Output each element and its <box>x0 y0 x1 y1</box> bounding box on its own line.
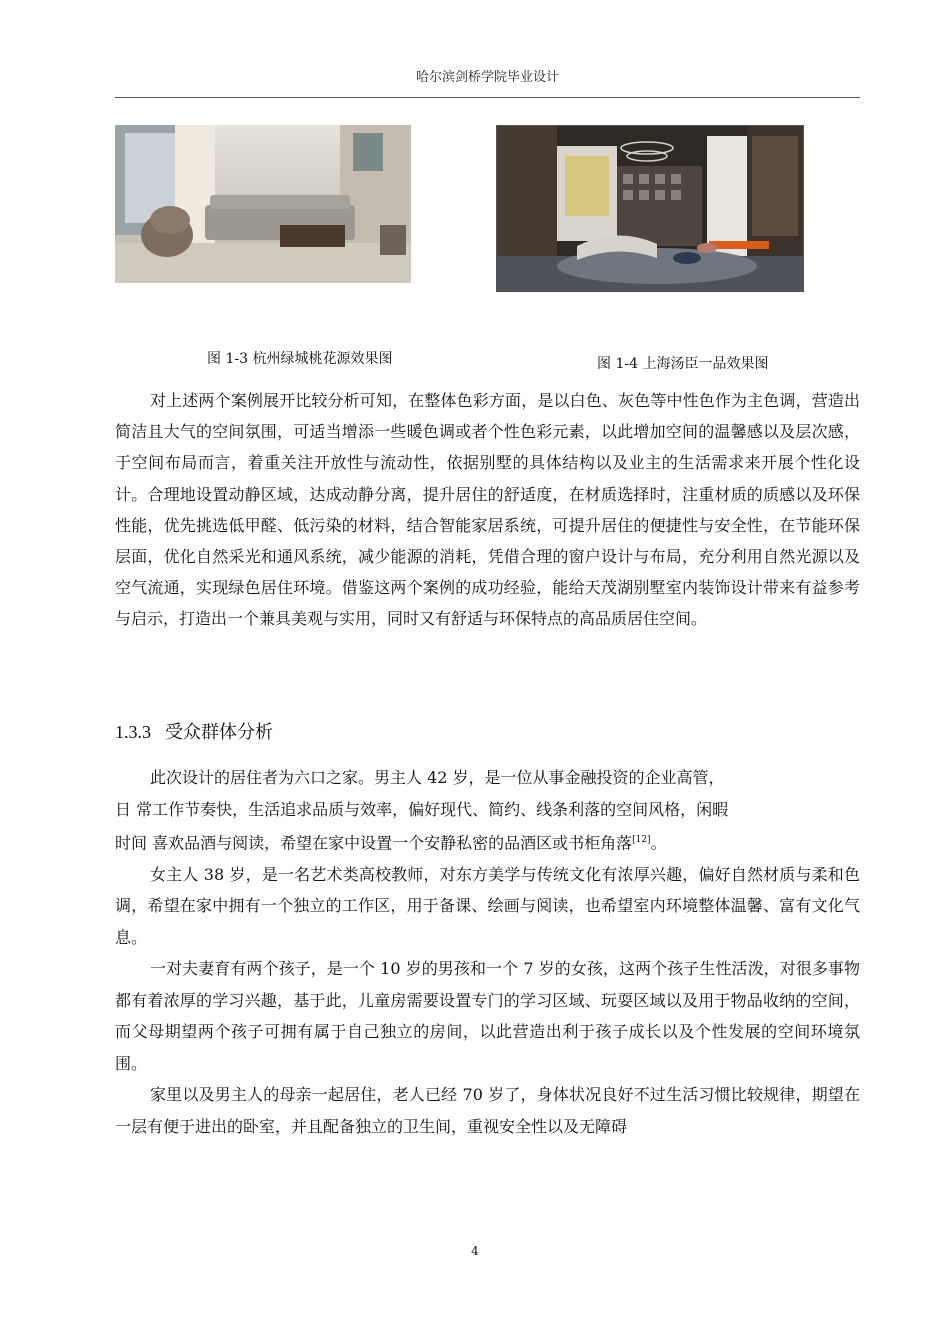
paragraph-line <box>115 825 860 859</box>
children-paragraph: 一对夫妻育有两个孩子，是一个 10 岁的男孩和一个 7 岁的女孩，这两个孩子生性活泼，对很多事物都有着浓厚的学习兴趣，基于此，儿童房需要设置专门的学习区域、玩耍区域以及用于物品收纳的空间，而父母期望两个孩子可拥有属于自己独立的房间，以此营造出利于孩子成长以及个性发展的空间环境氛围。 <box>115 959 860 1073</box>
paragraph-text: 。 <box>650 833 667 853</box>
section-number: 1.3.3 <box>115 722 151 742</box>
paragraph-text: 时间 喜欢品酒与阅读，希望在家中设置一个安静私密的品酒区或书柜角落 <box>115 833 633 853</box>
paragraph-line: 日 常工作节奏快，生活追求品质与效率，偏好现代、简约、线条利落的空间风格，闲暇 <box>115 799 729 819</box>
figure-caption: 图 1-3 杭州绿城桃花源效果图 <box>207 351 393 367</box>
section-heading <box>115 718 273 744</box>
page-number: 4 <box>471 1244 479 1258</box>
analysis-paragraph: 对上述两个案例展开比较分析可知，在整体色彩方面，是以白色、灰色等中性色作为主色调，营造出简洁且大气的空间氛围，可适当增添一些暖色调或者个性色彩元素，以此增加空间的温馨感以及层次感，于空间布局而言，着重关注开放性与流动性，依据别墅的具体结构以及业主的生活需求来开展个性化设计。合理地设置动静区域，达成动静分离，提升居住的舒适度，在材质选择时，注重材质的质感以及环保性能，优先挑选低甲醛、低污染的材料，结合智能家居系统，可提升居住的便捷性与安全性，在节能环保层面，优化自然采光和通风系统，减少能源的消耗，凭借合理的窗户设计与布局，充分利用自然光源以及空气流通，实现绿色居住环境。借鉴这两个案例的成功经验，能给天茂湖别墅室内装饰设计带来有益参考与启示，打造出一个兼具美观与实用，同时又有舒适与环保特点的高品质居住空间。 <box>115 391 860 629</box>
elder-paragraph: 家里以及男主人的母亲一起居住，老人已经 70 岁了，身体状况良好不过生活习惯比较规律，期望在一层有便于进出的卧室，并且配备独立的卫生间，重视安全性以及无障碍 <box>115 1085 860 1136</box>
figure-living-room-image <box>115 125 411 283</box>
section-title: 受众群体分析 <box>165 722 273 743</box>
header-divider <box>115 97 860 98</box>
audience-section-body <box>115 762 860 1142</box>
wife-paragraph: 女主人 38 岁，是一名艺术类高校教师，对东方美学与传统文化有浓厚兴趣，偏好自然材质与柔和色调，希望在家中拥有一个独立的工作区，用于备课、绘画与阅读，也希望室内环境整体温馨、富有文化气息。 <box>115 864 860 947</box>
figure-caption: 图 1-4 上海汤臣一品效果图 <box>597 356 769 372</box>
page-header: 哈尔滨剑桥学院毕业设计 <box>415 70 559 85</box>
paragraph-line: 此次设计的居住者为六口之家。男主人 42 岁，是一位从事金融投资的企业高管， <box>150 768 725 787</box>
figure-lounge-image <box>496 125 804 292</box>
analysis-paragraph-block <box>115 385 860 635</box>
citation-reference: [12] <box>632 835 651 845</box>
